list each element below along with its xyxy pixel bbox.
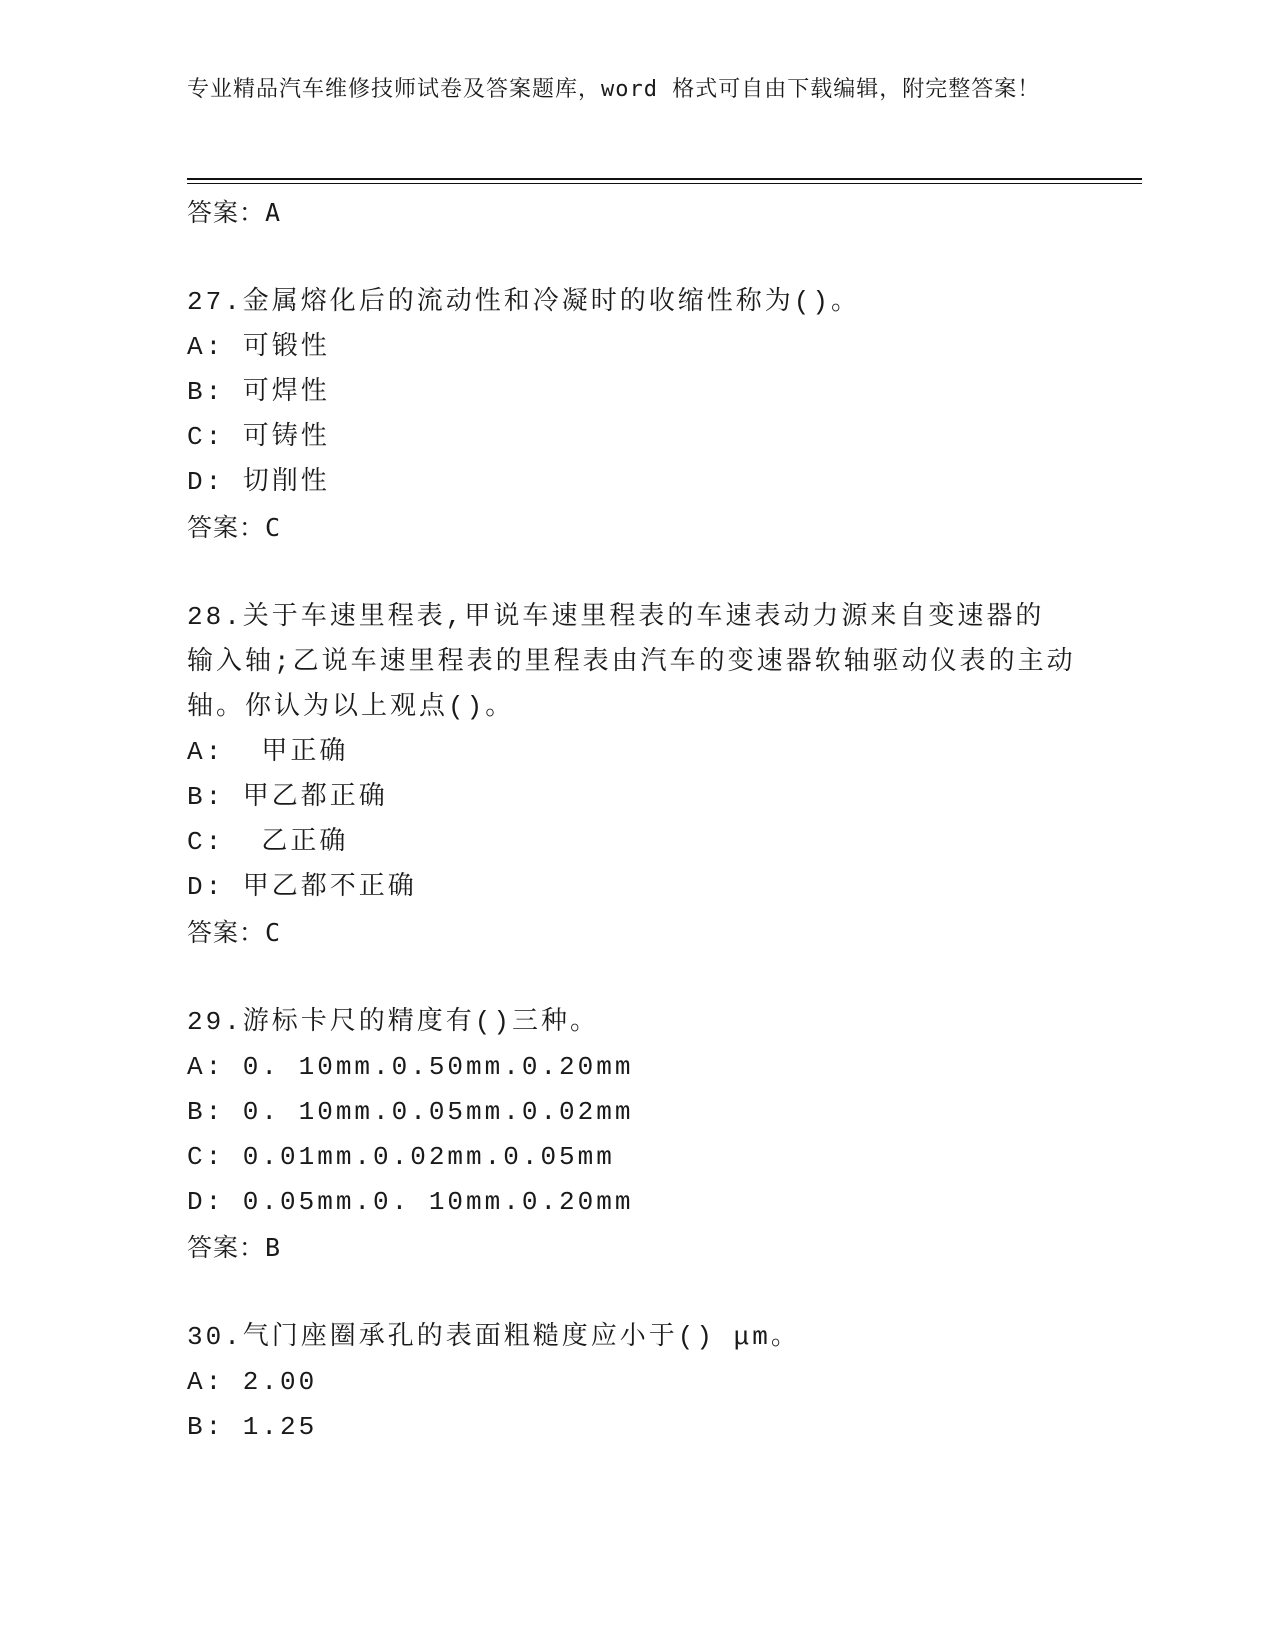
option-c: C: 乙正确 — [187, 827, 349, 857]
header-divider-thick — [187, 178, 1142, 180]
option-d: D: 甲乙都不正确 — [187, 872, 417, 902]
question-29 — [187, 1000, 1087, 1271]
spacer — [187, 551, 1087, 595]
option-c: C: 0.01mm.0.02mm.0.05mm — [187, 1142, 615, 1172]
option-b: B: 甲乙都正确 — [187, 782, 388, 812]
question-stem: 27.金属熔化后的流动性和冷凝时的收缩性称为()。 — [187, 287, 861, 317]
option-a: A: 可锻性 — [187, 332, 330, 362]
answer-line: 答案：B — [187, 1233, 282, 1262]
option-a: A: 0. 10mm.0.50mm.0.20mm — [187, 1052, 634, 1082]
question-28 — [187, 595, 1087, 956]
option-b: B: 可焊性 — [187, 377, 330, 407]
spacer — [187, 236, 1087, 280]
spacer — [187, 956, 1087, 1000]
answer-line: 答案：A — [187, 198, 282, 227]
option-a: A: 甲正确 — [187, 737, 349, 767]
option-b: B: 0. 10mm.0.05mm.0.02mm — [187, 1097, 634, 1127]
question-30 — [187, 1315, 1087, 1450]
option-d: D: 切削性 — [187, 467, 330, 497]
header-divider-thin — [187, 183, 1142, 184]
question-stem: 29.游标卡尺的精度有()三种。 — [187, 1007, 600, 1037]
option-c: C: 可铸性 — [187, 422, 330, 452]
answer-line: 答案：C — [187, 918, 282, 947]
option-a: A: 2.00 — [187, 1367, 318, 1397]
page-header-text: 专业精品汽车维修技师试卷及答案题库，word 格式可自由下载编辑，附完整答案！ — [187, 77, 1041, 102]
question-stem: 28.关于车速里程表,甲说车速里程表的车速表动力源来自变速器的 输入轴;乙说车速里程表的里程表由汽车的变速器软轴驱动仪表的主动轴。你认为以上观点()。 — [187, 602, 1076, 722]
option-d: D: 0.05mm.0. 10mm.0.20mm — [187, 1187, 634, 1217]
question-list — [187, 190, 1087, 1450]
spacer — [187, 1271, 1087, 1315]
question-stem: 30.气门座圈承孔的表面粗糙度应小于() μm。 — [187, 1322, 800, 1352]
question-27 — [187, 280, 1087, 551]
answer-line: 答案：C — [187, 513, 282, 542]
option-b: B: 1.25 — [187, 1412, 318, 1442]
